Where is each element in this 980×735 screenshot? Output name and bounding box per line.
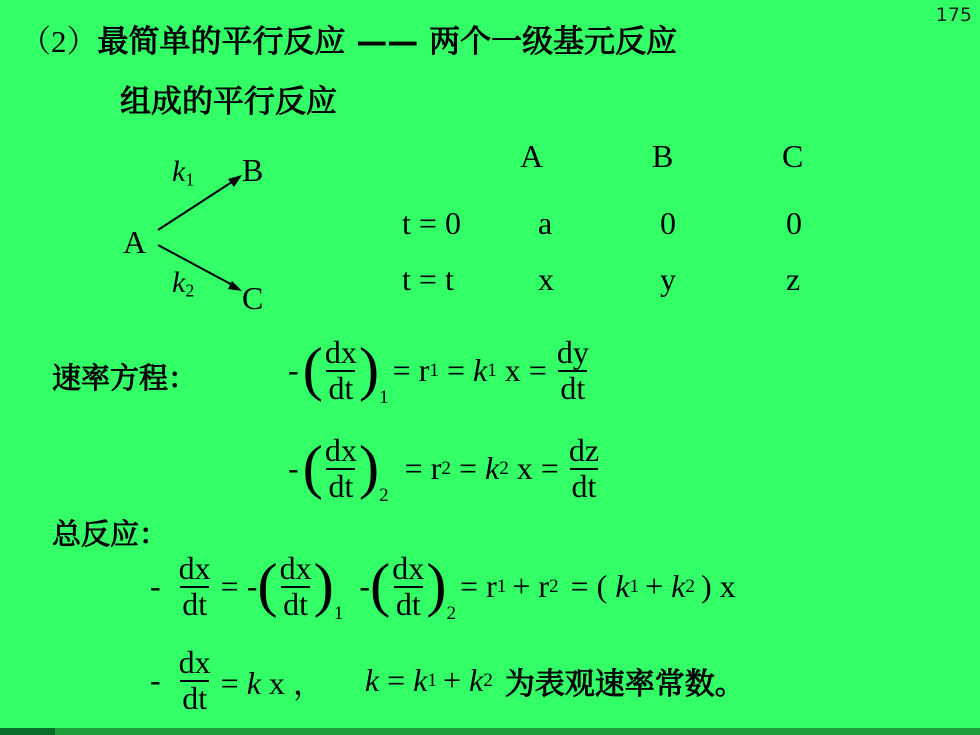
- cell-tt-a: x: [538, 261, 554, 297]
- header-c: C: [782, 138, 804, 174]
- rate-constant-k1: $k_1$: [172, 155, 195, 190]
- cell-tt-b: y: [660, 261, 676, 297]
- header-a: A: [520, 138, 544, 174]
- row-label-t0: t = 0: [402, 205, 461, 241]
- row-label-tt: t = t: [402, 261, 454, 297]
- equation-2: - ( $\frac{dx}{dt}$ ) 2 = r 2 = k 2 x = $\frac{dz}{dt}$: [288, 432, 600, 507]
- title-text-1: 最简单的平行反应 —— 两个一级基元反应: [97, 24, 678, 60]
- rate-constant-k2: $k_2$: [172, 266, 195, 301]
- equation-1: - ( $\frac{dx}{dt}$ ) 1 = r 1 = k 1 x = $\frac{dy}{dt}$: [288, 334, 589, 409]
- rate-equation-label: 速率方程：: [52, 361, 198, 395]
- apparent-rate-constant-note: 为表观速率常数。: [504, 666, 745, 702]
- cell-t0-a: a: [538, 205, 553, 241]
- equation-4: - $\frac{dx}{dt}$ = k x ， k = k 1 + k 2 为表观速率常数。: [150, 644, 745, 716]
- reaction-arrows: [150, 170, 250, 300]
- title-line-2: 组成的平行反应: [120, 84, 337, 120]
- bottom-bar: [0, 728, 980, 735]
- product-b: B: [242, 152, 264, 188]
- reactant-a: A: [123, 224, 147, 260]
- header-b: B: [652, 138, 674, 174]
- page-number: 175: [935, 4, 972, 26]
- title-line-1: [20, 16, 677, 61]
- cell-tt-c: z: [786, 261, 801, 297]
- overall-reaction-label: 总反应：: [52, 517, 169, 551]
- equation-3: - $\frac{dx}{dt}$ = - ( $\frac{dx}{dt}$ ) 1 - ( $\frac{dx}{dt}$ ) 2 = r 1 + r 2 = ( k 1 + k 2 ) x: [150, 550, 736, 625]
- cell-t0-c: 0: [786, 205, 802, 241]
- product-c: C: [242, 280, 264, 316]
- section-number: （2）: [20, 24, 98, 59]
- cell-t0-b: 0: [660, 205, 676, 241]
